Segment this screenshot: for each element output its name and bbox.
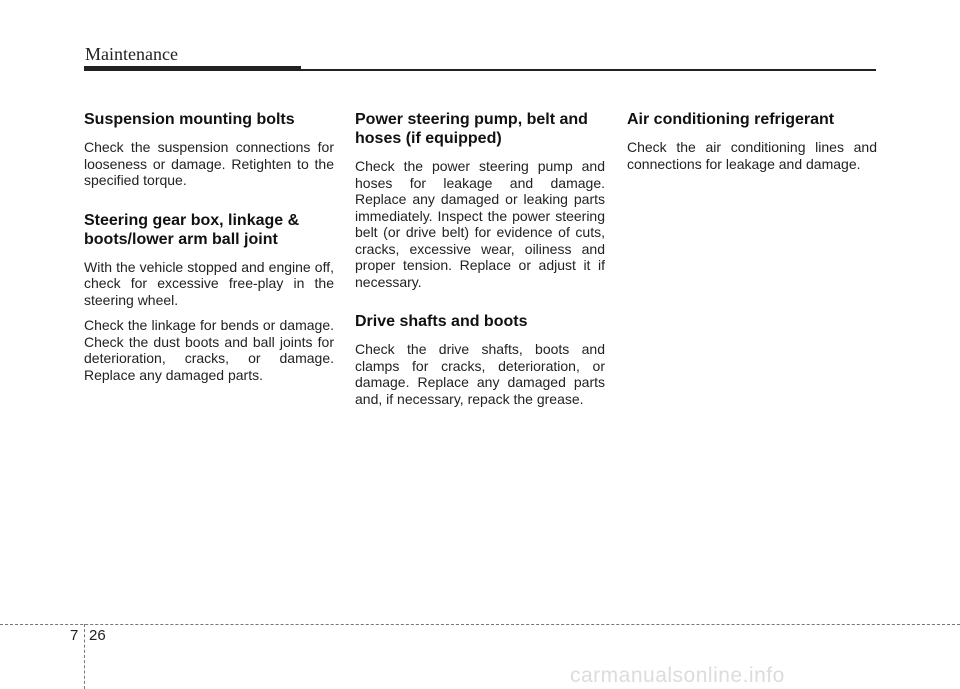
watermark: carmanualsonline.info	[570, 664, 785, 687]
header-rule-thick	[84, 66, 301, 71]
section-paragraph: Check the air conditioning lines and connections for leakage and damage.	[627, 139, 877, 172]
section-steering-gear-box	[84, 211, 334, 384]
column-3	[627, 110, 877, 181]
footer-vertical-divider	[84, 624, 85, 689]
section-paragraph: Check the power steering pump and hoses for leakage and damage. Replace any damaged or leaking parts immediately. Inspect the power steering belt (or drive belt) for evidence of cuts, cracks, excessive wear, oiliness and proper tension. Replace or adjust it if necessary.	[355, 158, 605, 290]
section-paragraph: With the vehicle stopped and engine off, check for excessive free-play in the steering wheel.	[84, 258, 334, 308]
section-suspension-mounting-bolts	[84, 110, 334, 189]
section-heading: Power steering pump, belt and hoses (if equipped)	[355, 111, 588, 147]
section-paragraph: Check the linkage for bends or damage. Check the dust boots and ball joints for deterioration, cracks, or damage. Replace any damaged parts.	[84, 317, 334, 383]
header-rule-thin	[301, 69, 876, 71]
column-1	[84, 110, 334, 392]
page-number: 26	[89, 627, 106, 644]
footer-divider	[0, 624, 960, 625]
section-power-steering-pump	[355, 110, 605, 290]
section-heading: Suspension mounting bolts	[84, 111, 295, 128]
section-heading: Air conditioning refrigerant	[627, 111, 835, 128]
section-drive-shafts-and-boots	[355, 312, 605, 407]
column-2	[355, 110, 605, 416]
chapter-number: 7	[70, 627, 79, 644]
section-heading: Steering gear box, linkage & boots/lower arm ball joint	[84, 211, 300, 248]
section-paragraph: Check the suspension connections for looseness or damage. Retighten to the specified torque.	[84, 139, 334, 188]
section-paragraph: Check the drive shafts, boots and clamps for cracks, deterioration, or damage. Replace any damaged parts and, if necessary, repack the grease.	[355, 341, 605, 407]
header-title: Maintenance	[85, 44, 178, 64]
section-heading: Drive shafts and boots	[355, 313, 528, 330]
section-air-conditioning-refrigerant	[627, 110, 877, 172]
